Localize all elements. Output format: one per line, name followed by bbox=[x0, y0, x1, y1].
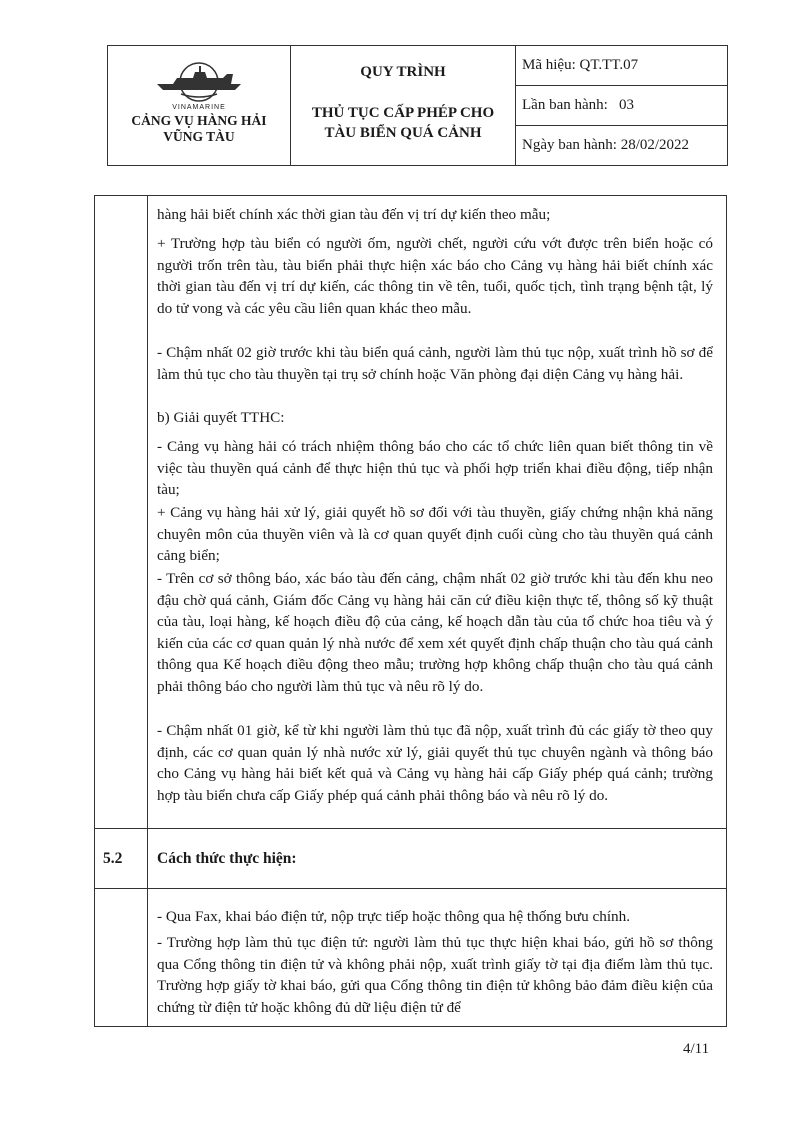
vinamarine-logo-icon bbox=[153, 60, 245, 106]
header-meta-cell bbox=[516, 46, 727, 165]
document-title: THỦ TỤC CẤP PHÉP CHO TÀU BIỂN QUÁ CẢNH bbox=[311, 105, 495, 141]
organization-location: VŨNG TÀU bbox=[163, 129, 235, 144]
paragraph: + Trường hợp tàu biển có người ốm, người chết, người cứu vớt được trên biển hoặc có người trốn trên tàu, tàu biển phải thực hiện xác báo cho Cảng vụ hàng hải biết chính xác thời gian tàu đến vị trí dự kiến, các thông tin về tên, tuổi, quốc tịch, tình trạng bệnh tật, lý do tử vong và các yêu cầu liên quan khác theo mẫu. bbox=[157, 235, 713, 317]
content-table bbox=[94, 195, 727, 1027]
document-header-table bbox=[107, 45, 728, 166]
row-divider bbox=[95, 828, 726, 829]
row-divider bbox=[95, 888, 726, 889]
header-logo-cell bbox=[108, 46, 291, 165]
column-divider bbox=[147, 196, 148, 1026]
paragraph: - Cảng vụ hàng hải có trách nhiệm thông báo cho các tổ chức liên quan biết thông tin về việc tàu thuyền quá cảnh để thực hiện thủ tục và phối hợp triển khai điều động, tiếp nhận tàu; bbox=[157, 438, 713, 498]
paragraph: - Trường hợp làm thủ tục điện tử: người làm thủ tục thực hiện khai báo, gửi hồ sơ thông qua Cổng thông tin điện tử và không phải nộp, xuất trình giấy tờ tại địa điểm làm thủ tục. Trường hợp giấy tờ khai báo, gửi qua Cổng thông tin điện tử không bảo đảm điều kiện của chứng từ điện tử hoặc không đủ dữ liệu điện tử để bbox=[157, 934, 713, 1016]
paragraph: - Trên cơ sở thông báo, xác báo tàu đến cảng, chậm nhất 02 giờ trước khi tàu đến khu neo đậu chờ quá cảnh, Giám đốc Cảng vụ hàng hải căn cứ điều kiện thực tế, thông số kỹ thuật của tàu, loại hàng, kế hoạch điều độ của cảng, kế hoạch dẫn tàu của tổ chức hoa tiêu và ý kiến của các cơ quan quản lý nhà nước để xem xét quyết định chấp thuận cho tàu quá cảnh thông qua Kế hoạch điều động theo mẫu; trường hợp không chấp thuận cho tàu quá cảnh phải thông báo cho người làm thủ tục và nêu rõ lý do. bbox=[157, 570, 713, 695]
issue-date: Ngày ban hành: 28/02/2022 bbox=[522, 137, 690, 153]
document-code: Mã hiệu: QT.TT.07 bbox=[516, 46, 727, 86]
issue-number: Lần ban hành: 03 bbox=[516, 86, 727, 126]
paragraph: - Qua Fax, khai báo điện tử, nộp trực tiếp hoặc thông qua hệ thống bưu chính. bbox=[157, 908, 631, 925]
paragraph: - Chậm nhất 02 giờ trước khi tàu biển quá cảnh, người làm thủ tục nộp, xuất trình hồ sơ để làm thủ tục cho tàu thuyền tại trụ sở chính hoặc Văn phòng đại diện Cảng vụ hàng hải. bbox=[157, 344, 713, 383]
section-number: 5.2 bbox=[103, 850, 123, 867]
organization-name: CẢNG VỤ HÀNG HẢI bbox=[131, 113, 267, 128]
document-type: QUY TRÌNH bbox=[360, 64, 446, 80]
logo-wordmark: VINAMARINE bbox=[172, 104, 226, 111]
section-title: Cách thức thực hiện: bbox=[157, 850, 297, 867]
page-number: 4/11 bbox=[683, 1041, 710, 1057]
paragraph: - Chậm nhất 01 giờ, kể từ khi người làm thủ tục đã nộp, xuất trình đủ các giấy tờ theo quy định, các cơ quan quản lý nhà nước xử lý, giải quyết thủ tục chuyên ngành và thông báo cho Cảng vụ hàng hải biết kết quả và Cảng vụ hàng hải cấp Giấy phép quá cảnh; trường hợp tàu biển chưa cấp Giấy phép quá cảnh phải thông báo và nêu rõ lý do. bbox=[157, 722, 713, 804]
subheading: b) Giải quyết TTHC: bbox=[157, 409, 285, 426]
paragraph: hàng hải biết chính xác thời gian tàu đến vị trí dự kiến theo mẫu; bbox=[157, 206, 551, 223]
header-title-cell bbox=[291, 46, 516, 165]
paragraph: + Cảng vụ hàng hải xử lý, giải quyết hồ sơ đối với tàu thuyền, giấy chứng nhận khả năng chuyên môn của thuyền viên và là cơ quan quyết định cuối cùng cho tàu thuyền quá cảnh cảng biển; bbox=[157, 504, 713, 564]
